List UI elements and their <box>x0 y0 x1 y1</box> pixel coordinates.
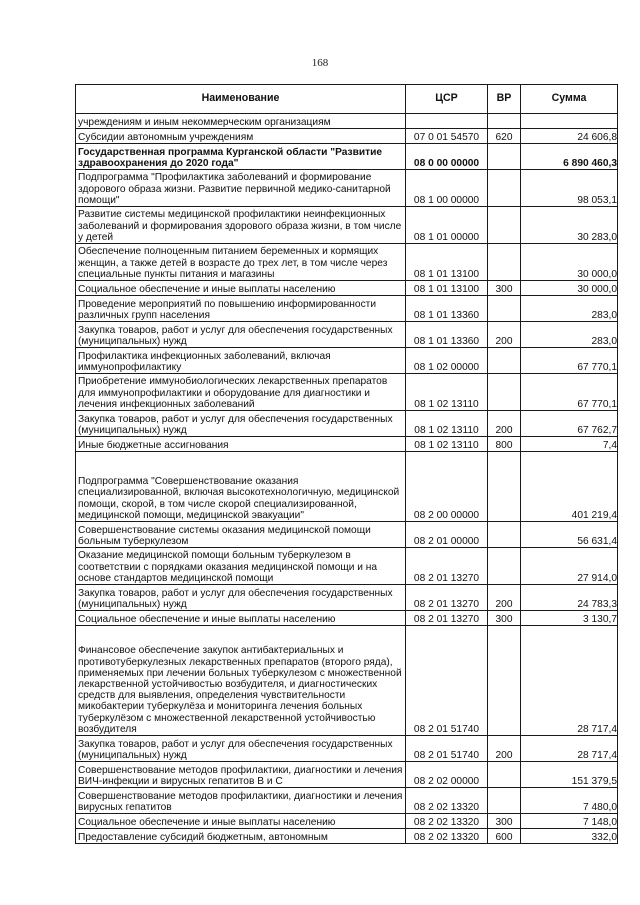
table-row <box>76 788 618 814</box>
page-number: 168 <box>311 57 329 69</box>
cell-sum: 30 283,0 <box>521 207 618 244</box>
table-row <box>76 322 618 348</box>
cell-name: Развитие системы медицинской профилактики неинфекционных заболеваний и формирования здорового образа жизни, в том числе у детей <box>76 207 406 244</box>
table-row <box>76 814 618 829</box>
header-vr: ВР <box>488 85 521 114</box>
cell-name: Иные бюджетные ассигнования <box>76 437 406 452</box>
cell-vr: 300 <box>488 611 521 626</box>
cell-csr: 08 1 00 00000 <box>406 170 488 207</box>
cell-csr: 08 1 01 13100 <box>406 281 488 296</box>
cell-sum: 56 631,4 <box>521 522 618 548</box>
cell-sum: 28 717,4 <box>521 626 618 736</box>
cell-name: Предоставление субсидий бюджетным, автономным <box>76 829 406 844</box>
cell-csr: 07 0 01 54570 <box>406 129 488 144</box>
cell-csr: 08 2 01 00000 <box>406 522 488 548</box>
cell-vr <box>488 626 521 736</box>
cell-vr <box>488 244 521 281</box>
cell-sum: 7 148,0 <box>521 814 618 829</box>
cell-csr: 08 1 01 13360 <box>406 322 488 348</box>
cell-vr <box>488 762 521 788</box>
table-row <box>76 762 618 788</box>
cell-sum: 30 000,0 <box>521 244 618 281</box>
cell-csr: 08 1 01 13100 <box>406 244 488 281</box>
cell-sum: 67 770,1 <box>521 348 618 374</box>
cell-name: Приобретение иммунобиологических лекарственных препаратов для иммунопрофилактики и оборудование для диагностики и лечения инфекционных заболеваний <box>76 374 406 411</box>
cell-csr: 08 1 02 13110 <box>406 437 488 452</box>
table-row <box>76 170 618 207</box>
table-row <box>76 348 618 374</box>
cell-name: Социальное обеспечение и иные выплаты населению <box>76 814 406 829</box>
table-row <box>76 829 618 844</box>
cell-sum: 332,0 <box>521 829 618 844</box>
cell-sum: 283,0 <box>521 296 618 322</box>
table-row <box>76 281 618 296</box>
cell-name: Подпрограмма "Совершенствование оказания специализированной, включая высокотехнологичную, медицинской помощи, скорой, в том числе скорой специализированной, медицинской помощи, медицинской эвакуации" <box>76 452 406 522</box>
cell-vr <box>488 114 521 129</box>
cell-sum: 6 890 460,3 <box>521 144 618 170</box>
table-row <box>76 144 618 170</box>
cell-csr: 08 1 02 13110 <box>406 411 488 437</box>
table-row <box>76 374 618 411</box>
cell-sum: 30 000,0 <box>521 281 618 296</box>
cell-name: Совершенствование системы оказания медицинской помощи больным туберкулезом <box>76 522 406 548</box>
cell-vr: 200 <box>488 585 521 611</box>
cell-name: Совершенствование методов профилактики, диагностики и лечения вирусных гепатитов <box>76 788 406 814</box>
cell-vr: 300 <box>488 281 521 296</box>
table-row <box>76 585 618 611</box>
cell-vr: 300 <box>488 814 521 829</box>
table-row <box>76 611 618 626</box>
cell-name: Закупка товаров, работ и услуг для обеспечения государственных (муниципальных) нужд <box>76 322 406 348</box>
cell-vr <box>488 452 521 522</box>
cell-sum: 151 379,5 <box>521 762 618 788</box>
cell-name: Профилактика инфекционных заболеваний, включая иммунопрофилактику <box>76 348 406 374</box>
cell-csr: 08 2 02 13320 <box>406 814 488 829</box>
cell-name: Обеспечение полноценным питанием беременных и кормящих женщин, а также детей в возрасте до трех лет, в том числе через специальные пункты питания и магазины <box>76 244 406 281</box>
cell-csr: 08 2 02 13320 <box>406 829 488 844</box>
cell-vr: 620 <box>488 129 521 144</box>
cell-vr <box>488 788 521 814</box>
cell-csr: 08 2 01 13270 <box>406 548 488 585</box>
cell-name: учреждениям и иным некоммерческим организациям <box>76 114 406 129</box>
cell-sum: 98 053,1 <box>521 170 618 207</box>
cell-vr <box>488 348 521 374</box>
cell-name: Оказание медицинской помощи больным туберкулезом в соответствии с порядками оказания медицинской помощи и на основе стандартов медицинской помощи <box>76 548 406 585</box>
table-row <box>76 244 618 281</box>
cell-name: Государственная программа Курганской области "Развитие здравоохранения до 2020 года" <box>76 144 406 170</box>
cell-name: Социальное обеспечение и иные выплаты населению <box>76 281 406 296</box>
cell-name: Финансовое обеспечение закупок антибактериальных и противотуберкулезных лекарственных препаратов (второго ряда), применяемых при лечении больных туберкулезом с множественной лекарственной устойчивостью возбудителя, и диагностических средств для выявления, определения чувствительности микобактерии туберкулёза и мониторинга лечения больных туберкулёзом с множественной лекарственной устойчивостью возбудителя <box>76 626 406 736</box>
table-row <box>76 626 618 736</box>
cell-name: Проведение мероприятий по повышению информированности различных групп населения <box>76 296 406 322</box>
table-row <box>76 736 618 762</box>
cell-csr: 08 1 01 13360 <box>406 296 488 322</box>
table-header-row <box>76 85 618 114</box>
table-row <box>76 114 618 129</box>
cell-csr: 08 2 01 51740 <box>406 736 488 762</box>
cell-vr <box>488 296 521 322</box>
cell-vr <box>488 374 521 411</box>
cell-name: Социальное обеспечение и иные выплаты населению <box>76 611 406 626</box>
cell-csr: 08 0 00 00000 <box>406 144 488 170</box>
cell-csr: 08 1 02 13110 <box>406 374 488 411</box>
table-body <box>76 114 618 844</box>
cell-csr: 08 2 01 51740 <box>406 626 488 736</box>
cell-name: Совершенствование методов профилактики, диагностики и лечения ВИЧ-инфекции и вирусных гепатитов В и С <box>76 762 406 788</box>
cell-sum: 283,0 <box>521 322 618 348</box>
cell-vr <box>488 548 521 585</box>
table-row <box>76 411 618 437</box>
cell-vr: 200 <box>488 411 521 437</box>
cell-name: Субсидии автономным учреждениям <box>76 129 406 144</box>
cell-sum: 67 762,7 <box>521 411 618 437</box>
cell-vr: 200 <box>488 736 521 762</box>
cell-sum: 3 130,7 <box>521 611 618 626</box>
cell-name: Закупка товаров, работ и услуг для обеспечения государственных (муниципальных) нужд <box>76 411 406 437</box>
cell-vr <box>488 207 521 244</box>
cell-vr: 800 <box>488 437 521 452</box>
cell-csr: 08 2 01 13270 <box>406 585 488 611</box>
cell-sum: 67 770,1 <box>521 374 618 411</box>
cell-name: Подпрограмма "Профилактика заболеваний и формирование здорового образа жизни. Развитие первичной медико-санитарной помощи" <box>76 170 406 207</box>
cell-csr: 08 1 01 00000 <box>406 207 488 244</box>
cell-name: Закупка товаров, работ и услуг для обеспечения государственных (муниципальных) нужд <box>76 585 406 611</box>
table-row <box>76 129 618 144</box>
cell-sum: 24 606,8 <box>521 129 618 144</box>
cell-csr: 08 2 00 00000 <box>406 452 488 522</box>
table-row <box>76 207 618 244</box>
cell-sum <box>521 114 618 129</box>
cell-sum: 27 914,0 <box>521 548 618 585</box>
table-row <box>76 548 618 585</box>
cell-name: Закупка товаров, работ и услуг для обеспечения государственных (муниципальных) нужд <box>76 736 406 762</box>
table-row <box>76 522 618 548</box>
cell-vr <box>488 522 521 548</box>
budget-table <box>75 84 618 844</box>
cell-vr <box>488 144 521 170</box>
cell-csr: 08 2 02 13320 <box>406 788 488 814</box>
cell-csr <box>406 114 488 129</box>
cell-csr: 08 2 02 00000 <box>406 762 488 788</box>
cell-csr: 08 2 01 13270 <box>406 611 488 626</box>
cell-vr: 600 <box>488 829 521 844</box>
header-sum: Сумма <box>521 85 618 114</box>
table-row <box>76 452 618 522</box>
cell-sum: 7 480,0 <box>521 788 618 814</box>
table-row <box>76 296 618 322</box>
cell-vr: 200 <box>488 322 521 348</box>
cell-vr <box>488 170 521 207</box>
cell-csr: 08 1 02 00000 <box>406 348 488 374</box>
cell-sum: 401 219,4 <box>521 452 618 522</box>
cell-sum: 24 783,3 <box>521 585 618 611</box>
header-name: Наименование <box>76 85 406 114</box>
cell-sum: 7,4 <box>521 437 618 452</box>
header-csr: ЦСР <box>406 85 488 114</box>
cell-sum: 28 717,4 <box>521 736 618 762</box>
table-row <box>76 437 618 452</box>
